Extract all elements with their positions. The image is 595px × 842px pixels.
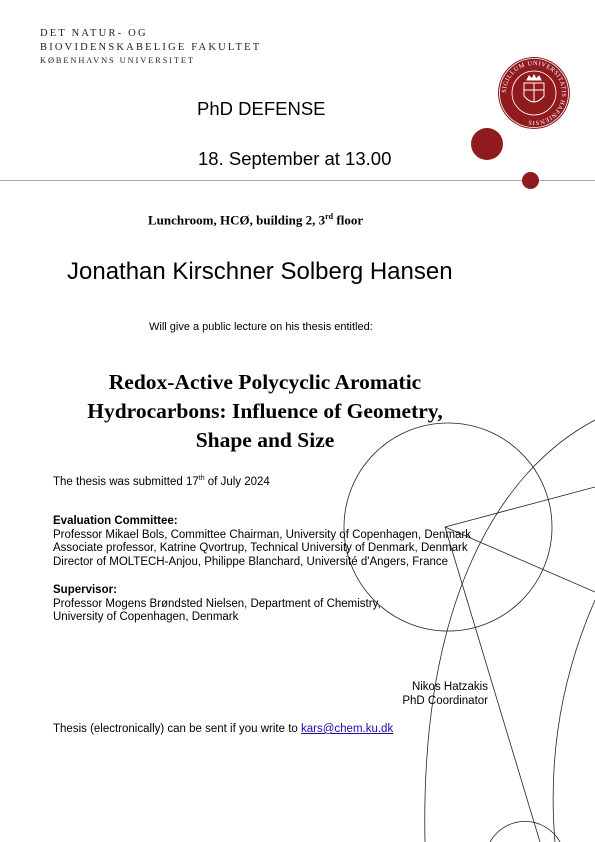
supervisor-line: Professor Mogens Brøndsted Nielsen, Department of Chemistry,	[53, 597, 381, 610]
location-text: Lunchroom, HCØ, building 2, 3	[148, 212, 326, 228]
event-heading: PhD DEFENSE	[197, 98, 326, 119]
deco-arc-right	[553, 600, 595, 842]
header-divider	[0, 180, 595, 181]
thesis-title-line-3: Shape and Size	[195, 428, 335, 452]
location-superscript: rd	[325, 212, 334, 221]
thesis-title-line-2: Hydrocarbons: Influence of Geometry,	[87, 399, 443, 423]
submission-date	[53, 475, 270, 488]
evaluation-committee	[53, 515, 471, 569]
submitted-text: The thesis was submitted 17	[53, 475, 199, 488]
university-seal-icon	[497, 56, 571, 130]
thesis-title-line-1: Redox-Active Polycyclic Aromatic	[108, 370, 422, 394]
lecture-intro: Will give a public lecture on his thesis entitled:	[149, 321, 373, 333]
committee-member: Associate professor, Katrine Qvortrup, Technical University of Denmark, Denmark	[53, 542, 468, 555]
supervisor-line: University of Copenhagen, Denmark	[53, 611, 239, 624]
committee-member: Director of MOLTECH-Anjou, Philippe Blanchard, Université d'Angers, France	[53, 555, 449, 568]
event-location	[148, 212, 363, 228]
committee-heading: Evaluation Committee:	[53, 515, 178, 527]
faculty-line-2: BIOVIDENSKABELIGE FAKULTET	[40, 41, 262, 53]
signature-role: PhD Coordinator	[402, 695, 488, 707]
signature-name: Nikos Hatzakis	[411, 681, 488, 693]
thesis-title	[50, 368, 480, 455]
submitted-tail: of July 2024	[204, 475, 270, 488]
event-date: 18. September at 13.00	[198, 148, 392, 169]
committee-member: Professor Mikael Bols, Committee Chairman, University of Copenhagen, Denmark	[53, 528, 471, 541]
faculty-line-3: KØBENHAVNS UNIVERSITET	[40, 56, 195, 65]
deco-arc-bottom	[490, 821, 560, 842]
supervisor-heading: Supervisor:	[53, 584, 117, 596]
supervisor-block	[53, 584, 381, 625]
faculty-header	[40, 27, 261, 68]
contact-line	[53, 723, 393, 735]
decorative-dot-large	[471, 128, 503, 160]
location-tail: floor	[333, 212, 364, 228]
decorative-dot-small	[522, 172, 539, 189]
faculty-line-1: DET NATUR- OG	[40, 28, 148, 39]
contact-email-link[interactable]: kars@chem.ku.dk	[301, 723, 394, 735]
contact-text: Thesis (electronically) can be sent if you write to	[53, 723, 301, 735]
candidate-name: Jonathan Kirschner Solberg Hansen	[67, 258, 453, 285]
deco-arc-left	[425, 420, 595, 842]
signature-block	[380, 680, 488, 708]
submitted-superscript: th	[198, 475, 205, 482]
seal-ring-text: SIGILLUM UNIVERSITATIS HAFNIENSIS	[500, 59, 568, 127]
